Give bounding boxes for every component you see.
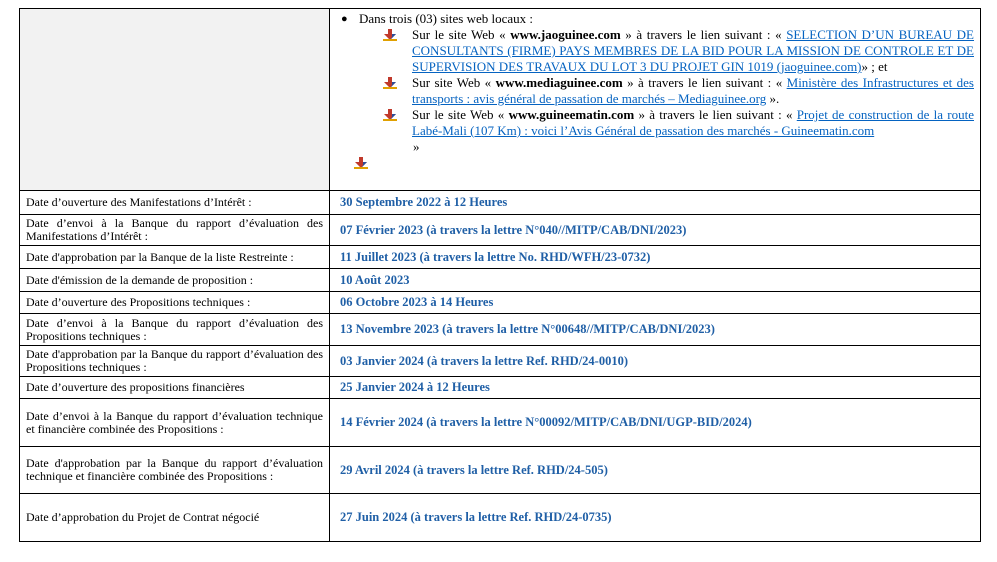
- empty-cell: [20, 9, 330, 191]
- site-name: www.guineematin.com: [508, 107, 635, 122]
- row-label: Date d’approbation du Projet de Contrat négocié: [20, 494, 330, 542]
- arrow-bullet-icon: [383, 107, 412, 123]
- table-row: [20, 399, 981, 447]
- row-value: 25 Janvier 2024 à 12 Heures: [330, 377, 981, 399]
- websites-bullet: [338, 11, 974, 27]
- row-value: 30 Septembre 2022 à 12 Heures: [330, 191, 981, 215]
- row-value: 14 Février 2024 (à travers la lettre N°00092/MITP/CAB/DNI/UGP-BID/2024): [330, 399, 981, 447]
- row-label: Date d’ouverture des Manifestations d’Intérêt :: [20, 191, 330, 215]
- site-item-jaoguinee: Sur le site Web « www.jaoguinee.com » à travers le lien suivant : « SELECTION D’UN BUREAU DE CONSULTANTS (FIRME) PAYS MEMBRES DE LA BID POUR LA MISSION DE CONTROLE ET DE SUPERVISION DES TRAVAUX DU LOT 3 DU PROJET GIN 1019 (jaoguinee.com)» ; et: [383, 27, 974, 75]
- procurement-table: [19, 8, 981, 542]
- table-row: [20, 215, 981, 246]
- table-row: [20, 346, 981, 377]
- mediaguinee-link[interactable]: Ministère des Infrastructures et des transports : avis général de passation de marchés – Mediaguinee.org: [412, 75, 974, 106]
- arrow-bullet-icon: [383, 75, 412, 91]
- site-item-guineematin: Sur le site Web « www.guineematin.com » à travers le lien suivant : « Projet de construction de la route Labé-Mali (107 Km) : voici l’Avis Général de passation des marchés - Guineematin.com: [383, 107, 974, 139]
- table-row: [20, 494, 981, 542]
- bullet-dot-icon: ●: [341, 13, 348, 25]
- closing-quote: »: [413, 139, 420, 154]
- row-value: 29 Avril 2024 (à travers la lettre Ref. RHD/24-505): [330, 447, 981, 494]
- table-row: [20, 191, 981, 215]
- site-item-mediaguinee: Sur site Web « www.mediaguinee.com » à travers le lien suivant : « Ministère des Infrastructures et des transports : avis général de passation de marchés – Mediaguinee.org ».: [383, 75, 974, 107]
- row-value: 27 Juin 2024 (à travers la lettre Ref. RHD/24-0735): [330, 494, 981, 542]
- row-label: Date d'approbation par la Banque du rapport d’évaluation des Propositions techniques :: [20, 346, 330, 377]
- row-value: 11 Juillet 2023 (à travers la lettre No. RHD/WFH/23-0732): [330, 246, 981, 269]
- row-value: 10 Août 2023: [330, 269, 981, 292]
- row-label: Date d'émission de la demande de proposition :: [20, 269, 330, 292]
- jaoguinee-link[interactable]: SELECTION D’UN BUREAU DE CONSULTANTS (FIRME) PAYS MEMBRES DE LA BID POUR LA MISSION DE CONTROLE ET DE SUPERVISION DES TRAVAUX DU LOT 3 DU PROJET GIN 1019 (jaoguinee.com): [412, 27, 974, 74]
- row-value: 03 Janvier 2024 (à travers la lettre Ref. RHD/24-0010): [330, 346, 981, 377]
- site-name: www.jaoguinee.com: [510, 27, 621, 42]
- intro-row: [20, 9, 981, 191]
- row-value: 06 Octobre 2023 à 14 Heures: [330, 292, 981, 314]
- table-row: [20, 447, 981, 494]
- table-row: [20, 292, 981, 314]
- table-row: [20, 377, 981, 399]
- websites-intro-text: Dans trois (03) sites web locaux :: [359, 11, 534, 26]
- table-row: [20, 269, 981, 292]
- row-label: Date d’ouverture des propositions financières: [20, 377, 330, 399]
- arrow-bullet-icon: [354, 155, 974, 171]
- table-row: [20, 246, 981, 269]
- row-label: Date d’envoi à la Banque du rapport d’évaluation des Manifestations d’Intérêt :: [20, 215, 330, 246]
- row-label: Date d’envoi à la Banque du rapport d’évaluation des Propositions techniques :: [20, 314, 330, 346]
- row-label: Date d’envoi à la Banque du rapport d’évaluation technique et financière combinée des Propositions :: [20, 399, 330, 447]
- websites-cell: [330, 9, 981, 191]
- row-value: 07 Février 2023 (à travers la lettre N°040//MITP/CAB/DNI/2023): [330, 215, 981, 246]
- row-label: Date d'approbation par la Banque de la liste Restreinte :: [20, 246, 330, 269]
- row-label: Date d'approbation par la Banque du rapport d’évaluation technique et financière combinée des Propositions :: [20, 447, 330, 494]
- row-label: Date d’ouverture des Propositions techniques :: [20, 292, 330, 314]
- arrow-bullet-icon: [383, 27, 412, 43]
- table-row: [20, 314, 981, 346]
- site-name: www.mediaguinee.com: [495, 75, 623, 90]
- row-value: 13 Novembre 2023 (à travers la lettre N°00648//MITP/CAB/DNI/2023): [330, 314, 981, 346]
- guineematin-link[interactable]: Projet de construction de la route Labé-Mali (107 Km) : voici l’Avis Général de passation des marchés - Guineematin.com: [412, 107, 974, 138]
